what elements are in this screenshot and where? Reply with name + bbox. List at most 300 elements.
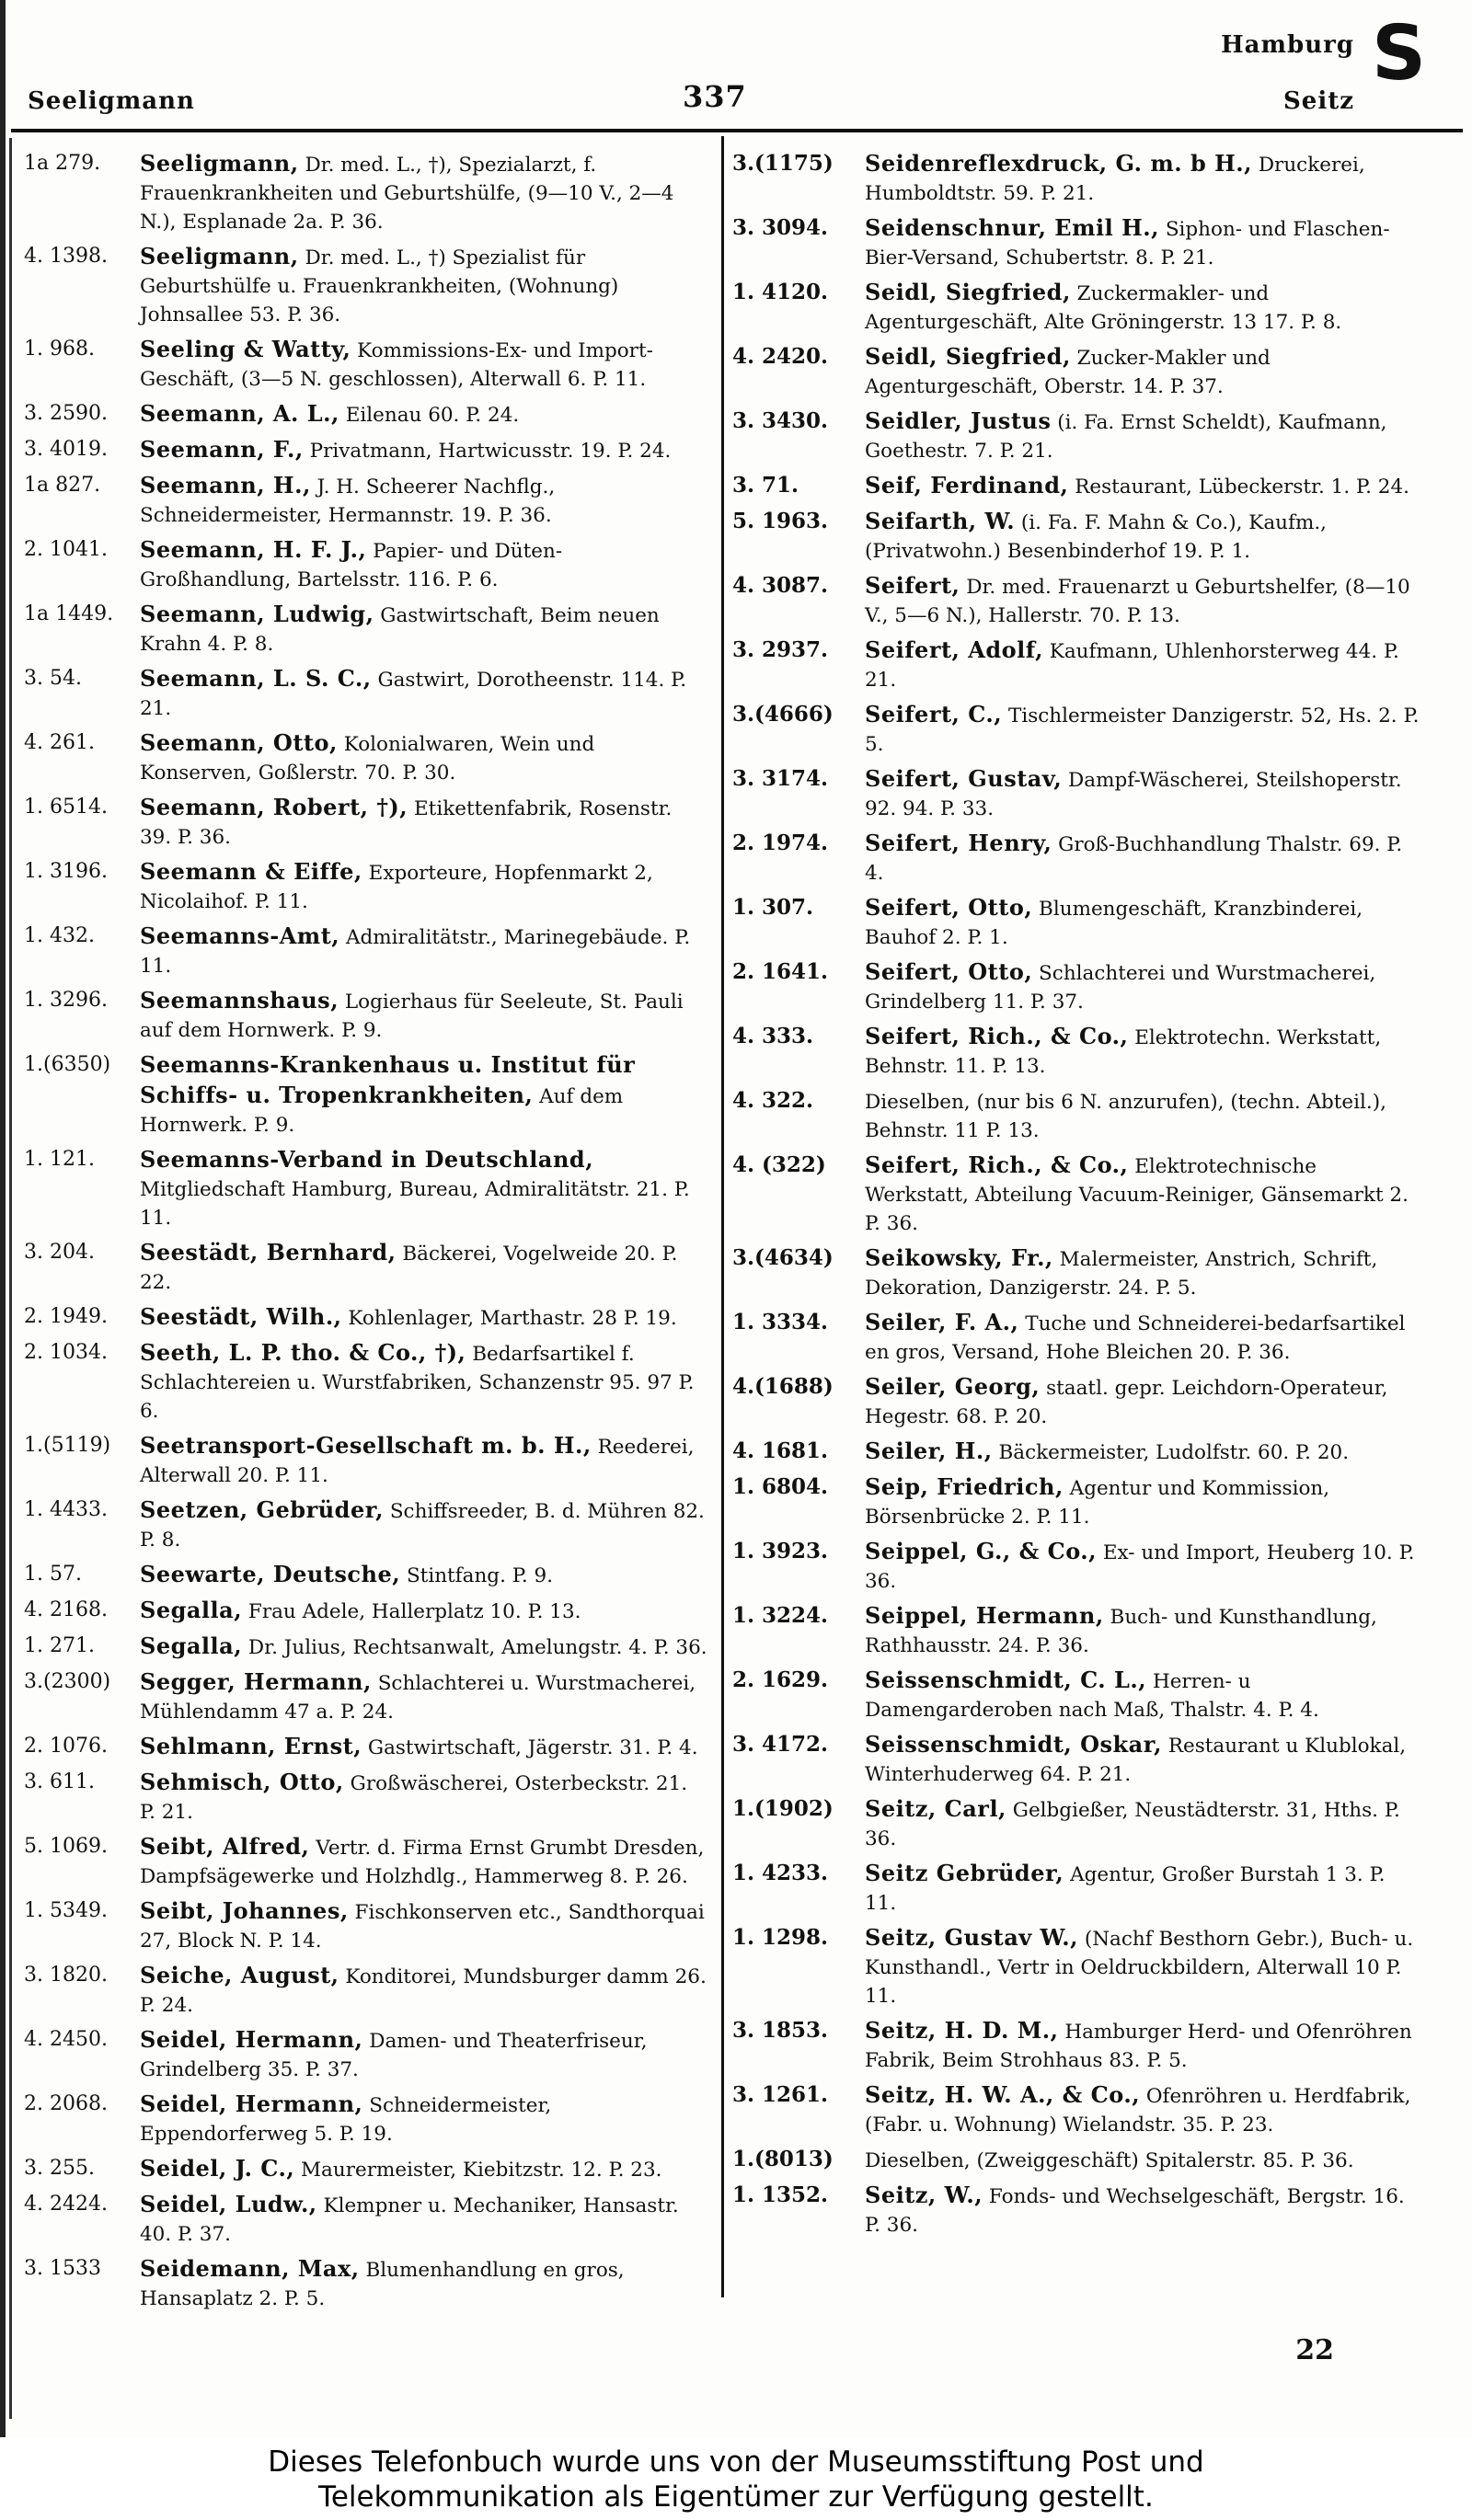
directory-entry	[732, 1372, 1420, 1431]
entry-name: Seemann, F.,	[140, 436, 304, 463]
entry-details: Schiffsreeder, B. d. Mühren 82. P. 8.	[140, 1500, 705, 1552]
phone-number: 1. 307.	[732, 895, 814, 920]
entry-details: Gastwirtschaft, Jägerstr. 31. P. 4.	[367, 1736, 698, 1759]
entry-text	[140, 1596, 708, 1626]
directory-entry	[24, 857, 708, 916]
entry-text	[140, 2154, 708, 2184]
entry-name: Seifert, Rich., & Co.,	[865, 1151, 1129, 1178]
phone-number: 1. 1352.	[732, 2182, 829, 2207]
entry-name: Segalla,	[140, 1632, 243, 1659]
entry-text	[865, 1923, 1420, 2010]
entry-text	[140, 2025, 708, 2084]
directory-entry	[732, 342, 1420, 401]
entry-name: Seitz Gebrüder,	[865, 1860, 1064, 1886]
directory-entry	[24, 149, 708, 236]
phone-number: 2. 2068.	[24, 2092, 108, 2115]
directory-entry	[24, 793, 708, 852]
entry-text	[865, 1086, 1420, 1145]
entry-name: Seidel, Hermann,	[140, 2090, 363, 2117]
directory-entry	[732, 213, 1420, 272]
phone-number: 4. 2450.	[24, 2028, 108, 2051]
phone-number: 4.(1688)	[732, 1374, 834, 1399]
entry-text	[865, 1730, 1420, 1789]
entry-details: Schneidermeister, Eppendorferweg 5. P. 19.	[140, 2094, 552, 2146]
directory-entry	[732, 700, 1420, 759]
directory-entry	[732, 1151, 1420, 1238]
header-letter: S	[1371, 10, 1426, 97]
directory-entry	[732, 571, 1420, 630]
entry-details: Kolonialwaren, Wein und Konserven, Goßlerstr. 70. P. 30.	[140, 733, 595, 785]
page-edge-line	[9, 138, 12, 2419]
entry-details: Buch- und Kunsthandlung, Rathhausstr. 24. P. 36.	[865, 1606, 1377, 1657]
directory-entry	[24, 1495, 708, 1554]
entry-details: Restaurant, Lübeckerstr. 1. P. 24.	[1075, 475, 1409, 498]
phone-number: 3. 3430.	[732, 408, 829, 433]
entry-text	[865, 764, 1420, 823]
entry-name: Seemanns-Krankenhaus u. Institut für Schiffs- u. Tropenkrankheiten,	[140, 1051, 636, 1108]
phone-number: 3. 71.	[732, 473, 799, 498]
entry-text	[865, 700, 1420, 759]
entry-name: Seiler, Georg,	[865, 1373, 1041, 1400]
entry-name: Seissenschmidt, C. L.,	[865, 1667, 1147, 1693]
phone-number: 1. 3224.	[732, 1603, 829, 1628]
entry-name: Seeling & Watty,	[140, 336, 351, 362]
entry-text	[140, 1896, 708, 1955]
directory-entry	[24, 2154, 708, 2184]
entry-name: Seifert, C.,	[865, 701, 1003, 727]
entry-text	[140, 1238, 708, 1297]
entry-name: Seifert, Rich., & Co.,	[865, 1023, 1129, 1049]
directory-entry	[24, 1145, 708, 1232]
entry-text	[140, 857, 708, 916]
phone-number: 1. 4233.	[732, 1861, 829, 1885]
entry-name: Seifert, Gustav,	[865, 765, 1063, 792]
entry-text	[140, 986, 708, 1045]
directory-entry	[24, 435, 708, 465]
phone-number: 1.(1902)	[732, 1796, 834, 1821]
page-edge	[0, 0, 6, 2437]
entry-details: Malermeister, Anstrich, Schrift, Dekoration, Danzigerstr. 24. P. 5.	[865, 1248, 1378, 1300]
directory-entry	[732, 764, 1420, 823]
phone-number: 3. 255.	[24, 2157, 95, 2180]
entry-text	[865, 149, 1420, 208]
phone-number: 4. 322.	[732, 1088, 814, 1113]
directory-entry	[24, 535, 708, 594]
entry-details: Frau Adele, Hallerplatz 10. P. 13.	[247, 1600, 581, 1623]
entry-name: Seitz, H. D. M.,	[865, 2017, 1059, 2044]
entry-details: Fonds- und Wechselgeschäft, Bergstr. 16. P. 36.	[865, 2185, 1405, 2237]
entry-name: Seippel, Hermann,	[865, 1602, 1104, 1629]
entry-details: Gastwirtschaft, Beim neuen Krahn 4. P. 8.	[140, 604, 660, 656]
entry-text	[140, 1961, 708, 2020]
entry-name: Seemann, H.,	[140, 472, 311, 498]
entry-text	[865, 342, 1420, 401]
directory-entry	[732, 1022, 1420, 1081]
entry-name: Seidel, J. C.,	[140, 2155, 295, 2182]
left-column	[24, 149, 708, 2319]
entry-text	[140, 1832, 708, 1891]
footer-line-2: Telekommunikation als Eigentümer zur Verfügung gestellt.	[318, 2480, 1154, 2514]
entry-details: Groß-Buchhandlung Thalstr. 69. P. 4.	[865, 833, 1403, 885]
phone-number: 5. 1963.	[732, 509, 829, 533]
phone-number: 2. 1949.	[24, 1305, 108, 1328]
entry-name: Seidenreflexdruck, G. m. b H.,	[865, 150, 1252, 177]
phone-number: 2. 1076.	[24, 1735, 108, 1758]
entry-details: Zucker-Makler und Agenturgeschäft, Oberstr. 14. P. 37.	[865, 347, 1271, 398]
directory-entry	[24, 1896, 708, 1955]
header-city: Hamburg	[1221, 31, 1354, 59]
phone-number: 1a 1449.	[24, 602, 114, 625]
directory-entry	[24, 1050, 708, 1140]
phone-number: 5. 1069.	[24, 1835, 108, 1858]
entry-details: Dr. med. L., †) Spezialist für Geburtshülfe u. Frauenkrankheiten, (Wohnung) Johnsallee 53. P. 36.	[140, 246, 619, 326]
entry-details: Konditorei, Mundsburger damm 26. P. 24.	[140, 1965, 707, 2017]
entry-text	[865, 1537, 1420, 1596]
entry-text	[140, 149, 708, 236]
entry-text	[865, 1372, 1420, 1431]
entry-name: Seifert, Henry,	[865, 830, 1052, 856]
entry-text	[140, 335, 708, 394]
phone-number: 3.(4634)	[732, 1245, 834, 1270]
phone-number: 2. 1974.	[732, 830, 829, 855]
directory-entry	[732, 1666, 1420, 1724]
directory-entry	[24, 1302, 708, 1333]
phone-number: 1. 121.	[24, 1148, 95, 1171]
phone-number: 1. 4433.	[24, 1498, 108, 1521]
entry-details: Bedarfsartikel f. Schlachtereien u. Wurstfabriken, Schanzenstr 95. 97 P. 6.	[140, 1343, 695, 1423]
entry-details: Papier- und Düten-Großhandlung, Bartelsstr. 116. P. 6.	[140, 540, 563, 591]
entry-details: Dr. med. Frauenarzt u Geburtshelfer, (8—10 V., 5—6 N.), Hallerstr. 70. P. 13.	[865, 576, 1410, 627]
entry-text	[865, 1859, 1420, 1918]
entry-name: Seitz, Gustav W.,	[865, 1924, 1078, 1951]
directory-entry	[732, 507, 1420, 566]
entry-text	[140, 793, 708, 852]
phone-number: 1. 3334.	[732, 1310, 829, 1334]
phone-number: 4. 1398.	[24, 245, 108, 268]
entry-name: Seifert, Adolf,	[865, 636, 1043, 663]
entry-name: Seemann, Otto,	[140, 729, 338, 756]
entry-text	[865, 1794, 1420, 1853]
phone-number: 1. 6514.	[24, 796, 108, 819]
entry-details: Vertr. d. Firma Ernst Grumbt Dresden, Dampfsägewerke und Holzhdlg., Hammerweg 8. P. 26.	[140, 1837, 705, 1888]
directory-entry	[24, 600, 708, 659]
entry-name: Seeligmann,	[140, 150, 299, 177]
phone-number: 3.(4666)	[732, 702, 834, 727]
directory-entry	[24, 1560, 708, 1590]
directory-entry	[732, 636, 1420, 694]
entry-details: Dieselben, (Zweiggeschäft) Spitalerstr. 85. P. 36.	[865, 2149, 1354, 2172]
directory-entry	[732, 1437, 1420, 1467]
phone-number: 2. 1041.	[24, 538, 108, 561]
directory-entry	[24, 1768, 708, 1827]
directory-entry	[24, 1338, 708, 1426]
directory-entry	[24, 1832, 708, 1891]
entry-details: Stintfang. P. 9.	[406, 1564, 554, 1587]
entry-name: Seidenschnur, Emil H.,	[865, 214, 1159, 241]
directory-entry	[24, 2090, 708, 2148]
phone-number: 4. 2424.	[24, 2193, 108, 2216]
phone-number: 2. 1629.	[732, 1667, 829, 1692]
entry-name: Seiche, August,	[140, 1962, 339, 1988]
entry-text	[865, 2080, 1420, 2139]
entry-name: Seibt, Alfred,	[140, 1833, 310, 1860]
entry-details: Dr. Julius, Rechtsanwalt, Amelungstr. 4. P. 36.	[247, 1636, 707, 1659]
entry-details: Maurermeister, Kiebitzstr. 12. P. 23.	[301, 2159, 662, 2182]
directory-entry	[732, 957, 1420, 1016]
entry-details: Fischkonserven etc., Sandthorquai 27, Block N. P. 14.	[140, 1901, 705, 1953]
entry-details: Dr. med. L., †), Spezialarzt, f. Frauenkrankheiten und Geburtshülfe, (9—10 V., 2—4 N.), Esplanade 2a. P. 36.	[140, 154, 674, 234]
entry-name: Seiler, H.,	[865, 1438, 993, 1464]
phone-number: 4. 3087.	[732, 573, 829, 598]
entry-text	[140, 2090, 708, 2148]
entry-text	[140, 1495, 708, 1554]
directory-entry	[732, 893, 1420, 952]
phone-number: 3. 204.	[24, 1241, 95, 1264]
phone-number: 3. 4019.	[24, 438, 108, 461]
phone-number: 4. 261.	[24, 731, 95, 754]
entry-text	[140, 1145, 708, 1232]
directory-entry	[732, 1859, 1420, 1918]
header-last-name: Seitz	[1283, 87, 1354, 115]
directory-entry	[732, 2181, 1420, 2239]
entry-text	[865, 471, 1420, 501]
phone-number: 1.(6350)	[24, 1053, 111, 1076]
entry-name: Seibt, Johannes,	[140, 1897, 349, 1924]
entry-details: Blumengeschäft, Kranzbinderei, Bauhof 2. P. 1.	[865, 898, 1363, 949]
entry-text	[865, 507, 1420, 566]
entry-details: Reederei, Alterwall 20. P. 11.	[140, 1436, 695, 1487]
entry-name: Seemanns-Amt,	[140, 922, 340, 949]
entry-text	[865, 2016, 1420, 2075]
entry-details: Tuche und Schneiderei-bedarfsartikel en gros, Versand, Hohe Bleichen 20. P. 36.	[865, 1312, 1406, 1364]
directory-entry	[732, 278, 1420, 337]
entry-details: Logierhaus für Seeleute, St. Pauli auf dem Hornwerk. P. 9.	[140, 991, 684, 1042]
entry-text	[865, 1666, 1420, 1724]
entry-text	[865, 2181, 1420, 2239]
phone-number: 1. 3923.	[732, 1539, 829, 1564]
entry-text	[140, 1560, 708, 1590]
entry-details: Elektrotechn. Werkstatt, Behnstr. 11. P. 13.	[865, 1026, 1382, 1078]
entry-name: Seemann, A. L.,	[140, 400, 339, 427]
directory-entry	[24, 471, 708, 530]
directory-entry	[732, 1537, 1420, 1596]
entry-name: Seitz, H. W. A., & Co.,	[865, 2081, 1141, 2108]
directory-entry	[24, 242, 708, 329]
entry-details: (i. Fa. F. Mahn & Co.), Kaufm., (Privatwohn.) Besenbinderhof 19. P. 1.	[865, 511, 1328, 563]
entry-text	[140, 600, 708, 659]
phone-number: 1. 3196.	[24, 860, 108, 883]
entry-details: (Nachf Besthorn Gebr.), Buch- u. Kunsthandl., Vertr in Oeldruckbildern, Alterwall 10 P. 11.	[865, 1928, 1414, 2008]
entry-text	[865, 893, 1420, 952]
entry-details: Etikettenfabrik, Rosenstr. 39. P. 36.	[140, 797, 673, 849]
entry-details: Druckerei, Humboldtstr. 59. P. 21.	[865, 154, 1365, 205]
entry-name: Seemann, L. S. C.,	[140, 665, 372, 692]
directory-entry	[732, 1243, 1420, 1302]
entry-text	[865, 1022, 1420, 1081]
entry-details: Damen- und Theaterfriseur, Grindelberg 35. P. 37.	[140, 2030, 648, 2081]
directory-entry	[24, 1667, 708, 1726]
entry-name: Seifert,	[865, 572, 960, 599]
entry-text	[140, 535, 708, 594]
entry-name: Seemann, Robert, †),	[140, 794, 408, 820]
entry-name: Seidl, Siegfried,	[865, 343, 1071, 370]
directory-entry	[732, 1923, 1420, 2010]
entry-details: Elektrotechnische Werkstatt, Abteilung Vacuum-Reiniger, Gänsemarkt 2. P. 36.	[865, 1155, 1409, 1235]
entry-text	[865, 2145, 1420, 2175]
phone-number: 4. 1681.	[732, 1438, 829, 1463]
directory-entry	[732, 1086, 1420, 1145]
phone-number: 1a 827.	[24, 474, 101, 497]
directory-entry	[732, 407, 1420, 465]
entry-details: Bäckerei, Vogelweide 20. P. 22.	[140, 1243, 678, 1294]
directory-entry	[24, 1961, 708, 2020]
entry-text	[865, 278, 1420, 337]
entry-details: Exporteure, Hopfenmarkt 2, Nicolaihof. P. 11.	[140, 862, 653, 913]
entry-name: Seetransport-Gesellschaft m. b. H.,	[140, 1432, 592, 1459]
entry-name: Seemann & Eiffe,	[140, 858, 362, 885]
entry-details: Agentur und Kommission, Börsenbrücke 2. P. 11.	[865, 1477, 1330, 1529]
phone-number: 1. 6804.	[732, 1474, 829, 1499]
entry-details: Gelbgießer, Neustädterstr. 31, Hths. P. 36.	[865, 1799, 1400, 1850]
phone-number: 3. 1261.	[732, 2082, 829, 2107]
page-footer-number: 22	[1295, 2334, 1334, 2366]
entry-text	[865, 1151, 1420, 1238]
entry-text	[140, 1302, 708, 1333]
phone-number: 1. 968.	[24, 338, 95, 361]
entry-name: Seestädt, Wilh.,	[140, 1303, 342, 1330]
entry-text	[140, 728, 708, 787]
entry-name: Seidel, Ludw.,	[140, 2191, 317, 2217]
entry-details: J. H. Scheerer Nachflg., Schneidermeister, Hermannstr. 19. P. 36.	[140, 475, 556, 527]
entry-name: Seidler, Justus	[865, 407, 1052, 434]
entry-name: Segalla,	[140, 1597, 243, 1623]
entry-name: Seemanns-Verband in Deutschland,	[140, 1146, 594, 1173]
phone-number: 1. 1298.	[732, 1925, 829, 1950]
entry-text	[140, 2254, 708, 2313]
entry-name: Seifarth, W.	[865, 508, 1016, 534]
phone-number: 3.(1175)	[732, 151, 834, 176]
entry-details: Kohlenlager, Marthastr. 28 P. 19.	[348, 1307, 677, 1330]
entry-text	[140, 242, 708, 329]
directory-entry	[24, 2190, 708, 2249]
entry-name: Seidel, Hermann,	[140, 2026, 363, 2053]
phone-number: 3. 3174.	[732, 766, 829, 791]
phone-number: 3. 1820.	[24, 1964, 108, 1987]
directory-entry	[24, 986, 708, 1045]
phone-number: 1.(5119)	[24, 1434, 111, 1457]
entry-name: Seifert, Otto,	[865, 894, 1033, 921]
entry-text	[140, 1431, 708, 1490]
entry-details: Ex- und Import, Heuberg 10. P. 36.	[865, 1541, 1415, 1593]
phone-number: 1. 57.	[24, 1563, 82, 1586]
entry-text	[865, 957, 1420, 1016]
entry-details: Schlachterei und Wurstmacherei, Grindelberg 11. P. 37.	[865, 962, 1376, 1014]
entry-details: Dieselben, (nur bis 6 N. anzurufen), (techn. Abteil.), Behnstr. 11 P. 13.	[865, 1091, 1386, 1142]
entry-text	[865, 571, 1420, 630]
directory-entry	[732, 2016, 1420, 2075]
entry-text	[865, 1472, 1420, 1531]
entry-name: Seetzen, Gebrüder,	[140, 1496, 384, 1523]
directory-entry	[24, 1596, 708, 1626]
entry-text	[140, 435, 708, 465]
entry-details: Klempner u. Mechaniker, Hansastr. 40. P. 37.	[140, 2194, 679, 2246]
phone-number: 4. (322)	[732, 1152, 826, 1177]
entry-details: Kaufmann, Uhlenhorsterweg 44. P. 21.	[865, 640, 1399, 692]
phone-number: 3. 54.	[24, 667, 82, 690]
directory-entry	[732, 1308, 1420, 1367]
entry-details: Hamburger Herd- und Ofenröhren Fabrik, Beim Strohhaus 83. P. 5.	[865, 2021, 1412, 2072]
directory-entry	[732, 2080, 1420, 2139]
directory-entry	[732, 1472, 1420, 1531]
entry-details: staatl. gepr. Leichdorn-Operateur, Hegestr. 68. P. 20.	[865, 1377, 1388, 1428]
entry-name: Seemannshaus,	[140, 987, 339, 1014]
entry-text	[140, 1632, 708, 1662]
phone-number: 3. 2590.	[24, 402, 108, 425]
entry-details: Bäckermeister, Ludolfstr. 60. P. 20.	[998, 1441, 1350, 1464]
entry-name: Seeligmann,	[140, 243, 299, 269]
footer-notice	[0, 2437, 1472, 2520]
directory-entry	[24, 1238, 708, 1297]
entry-name: Seip, Friedrich,	[865, 1473, 1064, 1500]
entry-details: Privatmann, Hartwicusstr. 19. P. 24.	[309, 440, 672, 463]
phone-number: 4. 333.	[732, 1024, 814, 1048]
phone-number: 3. 4172.	[732, 1732, 829, 1757]
entry-name: Seikowsky, Fr.,	[865, 1244, 1053, 1271]
entry-text	[140, 1667, 708, 1726]
directory-entry	[24, 1732, 708, 1762]
entry-text	[140, 664, 708, 723]
directory-entry	[24, 335, 708, 394]
column-divider	[721, 136, 724, 2297]
entry-name: Segger, Hermann,	[140, 1668, 372, 1695]
header-page-number: 337	[683, 79, 747, 114]
phone-number: 2. 1641.	[732, 959, 829, 984]
phone-number: 1. 3296.	[24, 989, 108, 1012]
entry-details: Mitgliedschaft Hamburg, Bureau, Admiralitätstr. 21. P. 11.	[140, 1178, 690, 1230]
directory-entry	[24, 922, 708, 980]
phone-number: 3. 1853.	[732, 2018, 829, 2043]
entry-name: Seippel, G., & Co.,	[865, 1538, 1098, 1564]
directory-entry	[732, 1794, 1420, 1853]
entry-name: Seiler, F. A.,	[865, 1309, 1019, 1335]
entry-details: Agentur, Großer Burstah 1 3. P. 11.	[865, 1863, 1386, 1915]
entry-text	[865, 636, 1420, 694]
entry-text	[865, 1601, 1420, 1660]
entry-name: Seemann, H. F. J.,	[140, 536, 367, 563]
directory-entry	[24, 664, 708, 723]
directory-entry	[732, 149, 1420, 208]
entry-details: Auf dem Hornwerk. P. 9.	[140, 1085, 624, 1137]
entry-details: Kommissions-Ex- und Import-Geschäft, (3—5 N. geschlossen), Alterwall 6. P. 11.	[140, 339, 653, 391]
entry-name: Seitz, W.,	[865, 2182, 983, 2208]
entry-text	[140, 1050, 708, 1140]
entry-details: Zuckermakler- und Agenturgeschäft, Alte Gröningerstr. 13 17. P. 8.	[865, 282, 1342, 334]
directory-entry	[24, 1632, 708, 1662]
entry-name: Sehmisch, Otto,	[140, 1769, 344, 1795]
right-column	[732, 149, 1420, 2245]
phone-number: 1. 4120.	[732, 280, 829, 304]
directory-entry	[732, 471, 1420, 501]
entry-name: Sehlmann, Ernst,	[140, 1733, 362, 1759]
entry-details: Herren- u Damengarderoben nach Maß, Thalstr. 4. P. 4.	[865, 1670, 1319, 1722]
entry-name: Seeth, L. P. tho. & Co., †),	[140, 1339, 466, 1366]
entry-name: Seitz, Carl,	[865, 1795, 1006, 1822]
directory-entry	[24, 728, 708, 787]
directory-entry	[24, 399, 708, 430]
entry-text	[865, 1308, 1420, 1367]
entry-name: Seif, Ferdinand,	[865, 472, 1069, 498]
entry-details: Tischlermeister Danzigerstr. 52, Hs. 2. P. 5.	[865, 704, 1420, 756]
